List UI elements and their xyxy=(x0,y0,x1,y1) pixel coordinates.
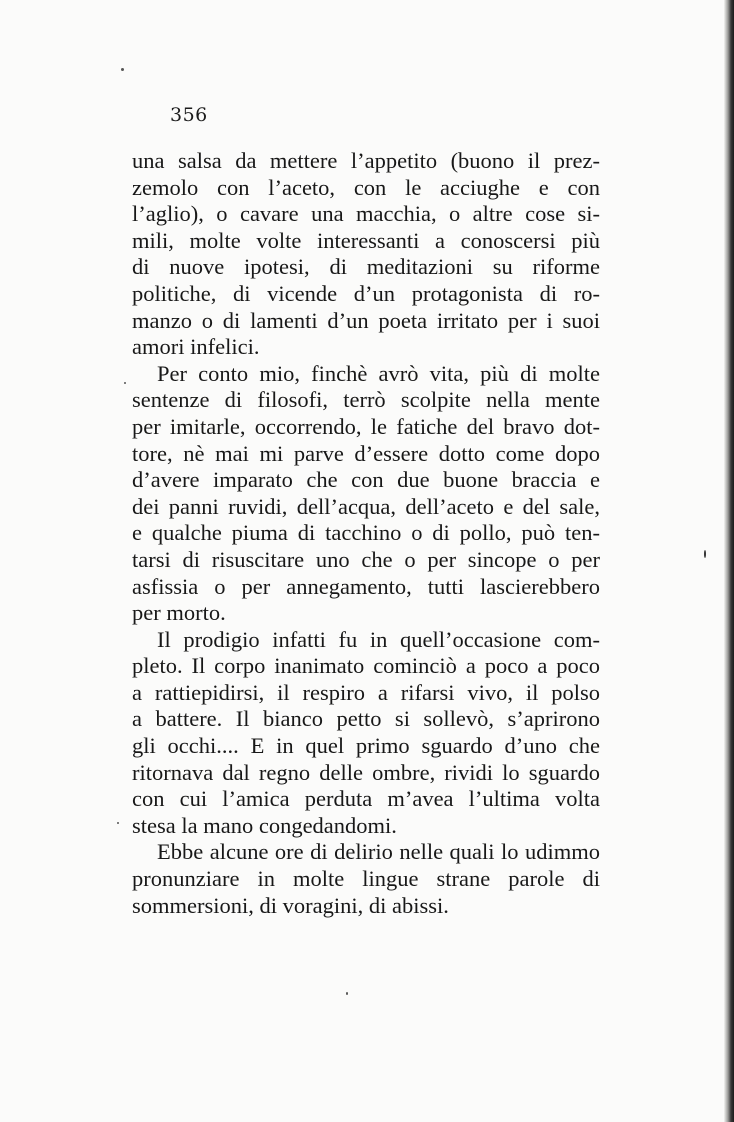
text-line: ritornava dal regno delle ombre, rividi lo sguardo xyxy=(132,759,600,785)
text-line: con cui l’amica perduta m’avea l’ultima volta xyxy=(132,786,600,812)
paper-speck xyxy=(117,822,119,824)
text-line: per imitarle, occorrendo, le fatiche del bravo dot- xyxy=(132,413,600,439)
text-line: di nuove ipotesi, di meditazioni su riforme xyxy=(132,254,600,280)
text-line: Il prodigio infatti fu in quell’occasione com- xyxy=(157,626,600,652)
text-line: asfissia o per annegamento, tutti lascierebbero xyxy=(132,573,600,599)
text-line: tarsi di risuscitare uno che o per sincope o per xyxy=(132,546,600,572)
text-line: dei panni ruvidi, dell’acqua, dell’aceto e del sale, xyxy=(132,493,600,519)
text-line: manzo o di lamenti d’un poeta irritato per i suoi xyxy=(132,307,600,333)
text-line: zemolo con l’aceto, con le acciughe e con xyxy=(132,174,600,200)
text-line: d’avere imparato che con due buone braccia e xyxy=(132,467,600,493)
text-line: mili, molte volte interessanti a conoscersi più xyxy=(132,227,600,253)
paper-speck xyxy=(124,382,126,384)
text-line: amori infelici. xyxy=(132,334,260,360)
text-line: pleto. Il corpo inanimato cominciò a poco a poco xyxy=(132,653,600,679)
paper-speck xyxy=(121,68,124,71)
text-line: Ebbe alcune ore di delirio nelle quali lo udimmo xyxy=(157,839,600,865)
paper-speck xyxy=(704,550,706,558)
text-line: politiche, di vicende d’un protagonista di ro- xyxy=(132,280,600,306)
text-line: per morto. xyxy=(132,600,226,626)
text-line: Per conto mio, finchè avrò vita, più di molte xyxy=(157,360,600,386)
body-text xyxy=(132,148,600,919)
text-line: l’aglio), o cavare una macchia, o altre cose si- xyxy=(132,201,600,227)
text-line: stesa la mano congedandomi. xyxy=(132,812,397,838)
page-number: 356 xyxy=(170,104,208,126)
text-line: tore, nè mai mi parve d’essere dotto come dopo xyxy=(132,440,600,466)
text-line: sommersioni, di voragini, di abissi. xyxy=(132,892,449,918)
text-line: sentenze di filosofi, terrò scolpite nella mente xyxy=(132,387,600,413)
text-line: gli occhi.... E in quel primo sguardo d’uno che xyxy=(132,733,600,759)
text-line: pronunziare in molte lingue strane parole di xyxy=(132,866,600,892)
text-line: a battere. Il bianco petto si sollevò, s’aprirono xyxy=(132,706,600,732)
paper-speck xyxy=(346,992,348,995)
text-line: una salsa da mettere l’appetito (buono il prez- xyxy=(132,148,600,173)
text-line: a rattiepidirsi, il respiro a rifarsi vivo, il polso xyxy=(132,679,600,705)
page-binding-edge xyxy=(724,0,734,1122)
text-line: e qualche piuma di tacchino o di pollo, può ten- xyxy=(132,520,600,546)
